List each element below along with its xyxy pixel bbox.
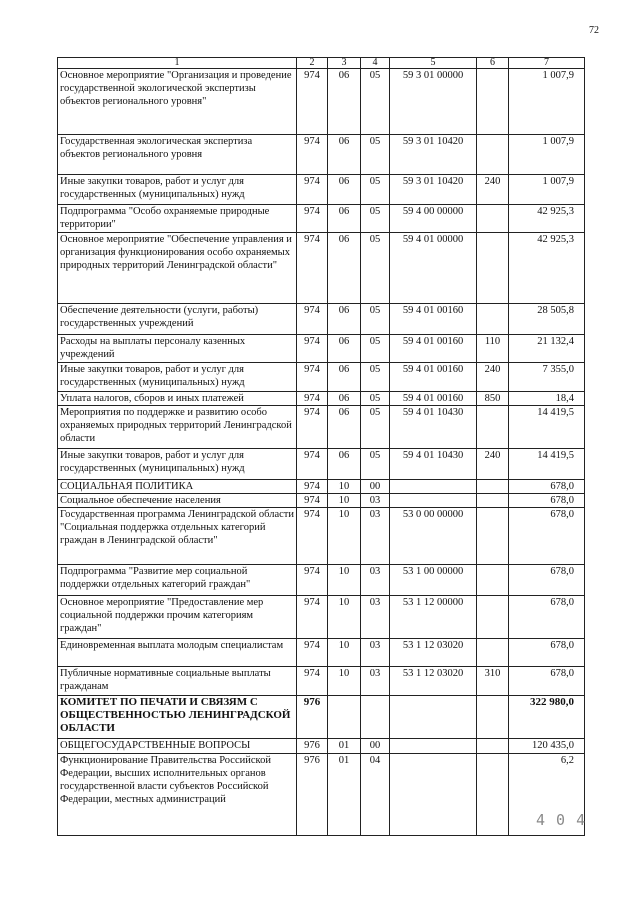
cell-csr: 59 3 01 10420 <box>390 175 477 205</box>
cell-gr: 974 <box>297 304 328 335</box>
table-row <box>58 754 585 836</box>
column-header: 2 <box>297 58 328 69</box>
cell-gr: 976 <box>297 754 328 836</box>
column-header: 4 <box>361 58 390 69</box>
cell-vr <box>477 205 509 233</box>
cell-name: СОЦИАЛЬНАЯ ПОЛИТИКА <box>58 480 297 494</box>
cell-vr <box>477 739 509 754</box>
cell-rz: 06 <box>328 363 361 392</box>
cell-sum: 678,0 <box>509 494 585 508</box>
cell-sum: 21 132,4 <box>509 335 585 363</box>
cell-csr <box>390 754 477 836</box>
cell-rz: 10 <box>328 494 361 508</box>
cell-rz: 06 <box>328 335 361 363</box>
cell-rz: 10 <box>328 667 361 696</box>
cell-pr: 05 <box>361 175 390 205</box>
cell-rz: 06 <box>328 406 361 449</box>
cell-csr: 53 1 00 00000 <box>390 565 477 596</box>
cell-sum: 678,0 <box>509 565 585 596</box>
cell-sum: 678,0 <box>509 508 585 565</box>
cell-vr <box>477 565 509 596</box>
column-header: 7 <box>509 58 585 69</box>
cell-vr: 240 <box>477 449 509 480</box>
cell-rz: 06 <box>328 233 361 304</box>
cell-vr <box>477 304 509 335</box>
budget-table <box>57 57 585 836</box>
cell-pr: 05 <box>361 406 390 449</box>
cell-sum: 120 435,0 <box>509 739 585 754</box>
column-header: 5 <box>390 58 477 69</box>
cell-rz: 10 <box>328 508 361 565</box>
cell-sum: 7 355,0 <box>509 363 585 392</box>
table-row <box>58 565 585 596</box>
cell-sum: 28 505,8 <box>509 304 585 335</box>
cell-name: Государственная экологическая экспертиза объектов регионального уровня <box>58 135 297 175</box>
cell-pr: 00 <box>361 480 390 494</box>
table-row <box>58 639 585 667</box>
cell-pr <box>361 696 390 739</box>
cell-pr: 05 <box>361 363 390 392</box>
cell-vr <box>477 494 509 508</box>
cell-csr: 59 4 01 00160 <box>390 304 477 335</box>
cell-gr: 974 <box>297 135 328 175</box>
cell-name: Публичные нормативные социальные выплаты гражданам <box>58 667 297 696</box>
table-row <box>58 363 585 392</box>
cell-vr <box>477 480 509 494</box>
column-header: 3 <box>328 58 361 69</box>
cell-sum: 14 419,5 <box>509 449 585 480</box>
cell-gr: 974 <box>297 565 328 596</box>
cell-name: ОБЩЕГОСУДАРСТВЕННЫЕ ВОПРОСЫ <box>58 739 297 754</box>
cell-gr: 974 <box>297 335 328 363</box>
table-row <box>58 233 585 304</box>
cell-vr: 240 <box>477 363 509 392</box>
cell-pr: 05 <box>361 135 390 175</box>
cell-vr <box>477 754 509 836</box>
cell-csr <box>390 494 477 508</box>
cell-gr: 976 <box>297 739 328 754</box>
cell-name: Иные закупки товаров, работ и услуг для государственных (муниципальных) нужд <box>58 175 297 205</box>
cell-sum: 678,0 <box>509 639 585 667</box>
cell-pr: 05 <box>361 304 390 335</box>
cell-pr: 05 <box>361 392 390 406</box>
cell-csr: 59 4 01 00160 <box>390 392 477 406</box>
table-row <box>58 667 585 696</box>
cell-vr <box>477 508 509 565</box>
table-row <box>58 392 585 406</box>
cell-vr <box>477 639 509 667</box>
table-row <box>58 175 585 205</box>
cell-pr: 05 <box>361 233 390 304</box>
cell-rz: 01 <box>328 754 361 836</box>
cell-gr: 974 <box>297 175 328 205</box>
cell-gr: 974 <box>297 508 328 565</box>
cell-name: Иные закупки товаров, работ и услуг для государственных (муниципальных) нужд <box>58 449 297 480</box>
cell-csr <box>390 696 477 739</box>
cell-name: Функционирование Правительства Российской Федерации, высших исполнительных органов государственной власти субъектов Российской Федерации, местных администраций <box>58 754 297 836</box>
cell-pr: 03 <box>361 639 390 667</box>
column-number-row <box>58 58 585 69</box>
cell-rz: 10 <box>328 596 361 639</box>
cell-gr: 974 <box>297 494 328 508</box>
cell-sum: 678,0 <box>509 480 585 494</box>
cell-rz: 10 <box>328 480 361 494</box>
cell-pr: 00 <box>361 739 390 754</box>
cell-csr: 59 3 01 00000 <box>390 69 477 135</box>
cell-pr: 05 <box>361 335 390 363</box>
cell-gr: 974 <box>297 667 328 696</box>
cell-gr: 974 <box>297 205 328 233</box>
table-row <box>58 304 585 335</box>
cell-csr: 59 4 01 00160 <box>390 363 477 392</box>
cell-rz <box>328 696 361 739</box>
cell-name: Уплата налогов, сборов и иных платежей <box>58 392 297 406</box>
cell-name: КОМИТЕТ ПО ПЕЧАТИ И СВЯЗЯМ С ОБЩЕСТВЕННОСТЬЮ ЛЕНИНГРАДСКОЙ ОБЛАСТИ <box>58 696 297 739</box>
cell-pr: 03 <box>361 494 390 508</box>
cell-vr <box>477 696 509 739</box>
handwritten-page-stamp: 4 0 4 <box>536 811 587 829</box>
column-header: 6 <box>477 58 509 69</box>
cell-gr: 974 <box>297 639 328 667</box>
cell-csr: 53 1 12 00000 <box>390 596 477 639</box>
cell-pr: 03 <box>361 596 390 639</box>
cell-csr: 53 1 12 03020 <box>390 639 477 667</box>
cell-rz: 10 <box>328 565 361 596</box>
cell-sum: 18,4 <box>509 392 585 406</box>
cell-rz: 06 <box>328 135 361 175</box>
table-row <box>58 494 585 508</box>
cell-vr <box>477 69 509 135</box>
cell-gr: 974 <box>297 596 328 639</box>
table-body <box>58 69 585 836</box>
cell-name: Государственная программа Ленинградской области "Социальная поддержка отдельных категорий граждан в Ленинградской области" <box>58 508 297 565</box>
cell-vr <box>477 233 509 304</box>
table-row <box>58 335 585 363</box>
cell-vr: 310 <box>477 667 509 696</box>
cell-pr: 04 <box>361 754 390 836</box>
cell-sum: 6,2 <box>509 754 585 836</box>
cell-rz: 06 <box>328 205 361 233</box>
cell-gr: 974 <box>297 69 328 135</box>
cell-sum: 678,0 <box>509 667 585 696</box>
cell-name: Основное мероприятие "Организация и проведение государственной экологической экспертизы объектов регионального уровня" <box>58 69 297 135</box>
table-row <box>58 480 585 494</box>
cell-name: Подпрограмма "Особо охраняемые природные территории" <box>58 205 297 233</box>
cell-pr: 03 <box>361 667 390 696</box>
cell-vr: 240 <box>477 175 509 205</box>
cell-rz: 06 <box>328 175 361 205</box>
cell-rz: 10 <box>328 639 361 667</box>
table-row <box>58 696 585 739</box>
cell-gr: 974 <box>297 233 328 304</box>
table-row <box>58 406 585 449</box>
column-header: 1 <box>58 58 297 69</box>
table-row <box>58 508 585 565</box>
table-row <box>58 69 585 135</box>
cell-pr: 03 <box>361 565 390 596</box>
cell-vr: 110 <box>477 335 509 363</box>
table-row <box>58 135 585 175</box>
cell-rz: 06 <box>328 392 361 406</box>
cell-csr: 59 4 00 00000 <box>390 205 477 233</box>
cell-name: Основное мероприятие "Обеспечение управления и организация функционирования особо охраняемых природных территорий Ленинградской области" <box>58 233 297 304</box>
cell-gr: 974 <box>297 449 328 480</box>
cell-gr: 974 <box>297 363 328 392</box>
cell-csr: 53 1 12 03020 <box>390 667 477 696</box>
cell-name: Единовременная выплата молодым специалистам <box>58 639 297 667</box>
cell-csr: 53 0 00 00000 <box>390 508 477 565</box>
cell-rz: 06 <box>328 449 361 480</box>
table-row <box>58 596 585 639</box>
cell-csr: 59 4 01 10430 <box>390 406 477 449</box>
cell-sum: 1 007,9 <box>509 69 585 135</box>
cell-name: Социальное обеспечение населения <box>58 494 297 508</box>
cell-vr <box>477 406 509 449</box>
cell-sum: 42 925,3 <box>509 205 585 233</box>
cell-sum: 1 007,9 <box>509 135 585 175</box>
cell-rz: 06 <box>328 69 361 135</box>
cell-sum: 14 419,5 <box>509 406 585 449</box>
page-number: 72 <box>589 25 599 36</box>
cell-csr: 59 3 01 10420 <box>390 135 477 175</box>
cell-csr: 59 4 01 10430 <box>390 449 477 480</box>
cell-rz: 06 <box>328 304 361 335</box>
table-row <box>58 205 585 233</box>
table-row <box>58 449 585 480</box>
cell-name: Иные закупки товаров, работ и услуг для государственных (муниципальных) нужд <box>58 363 297 392</box>
cell-gr: 976 <box>297 696 328 739</box>
cell-gr: 974 <box>297 392 328 406</box>
cell-sum: 1 007,9 <box>509 175 585 205</box>
cell-csr <box>390 739 477 754</box>
cell-name: Основное мероприятие "Предоставление мер социальной поддержки прочим категориям граждан" <box>58 596 297 639</box>
cell-gr: 974 <box>297 406 328 449</box>
cell-csr: 59 4 01 00000 <box>390 233 477 304</box>
cell-pr: 05 <box>361 205 390 233</box>
cell-name: Мероприятия по поддержке и развитию особо охраняемых природных территорий Ленинградской области <box>58 406 297 449</box>
cell-vr <box>477 596 509 639</box>
cell-csr: 59 4 01 00160 <box>390 335 477 363</box>
cell-sum: 42 925,3 <box>509 233 585 304</box>
cell-pr: 05 <box>361 449 390 480</box>
cell-sum: 678,0 <box>509 596 585 639</box>
cell-pr: 05 <box>361 69 390 135</box>
cell-rz: 01 <box>328 739 361 754</box>
cell-gr: 974 <box>297 480 328 494</box>
cell-name: Расходы на выплаты персоналу казенных учреждений <box>58 335 297 363</box>
cell-pr: 03 <box>361 508 390 565</box>
table-row <box>58 739 585 754</box>
cell-vr: 850 <box>477 392 509 406</box>
cell-name: Обеспечение деятельности (услуги, работы) государственных учреждений <box>58 304 297 335</box>
cell-sum: 322 980,0 <box>509 696 585 739</box>
cell-csr <box>390 480 477 494</box>
cell-name: Подпрограмма "Развитие мер социальной поддержки отдельных категорий граждан" <box>58 565 297 596</box>
cell-vr <box>477 135 509 175</box>
